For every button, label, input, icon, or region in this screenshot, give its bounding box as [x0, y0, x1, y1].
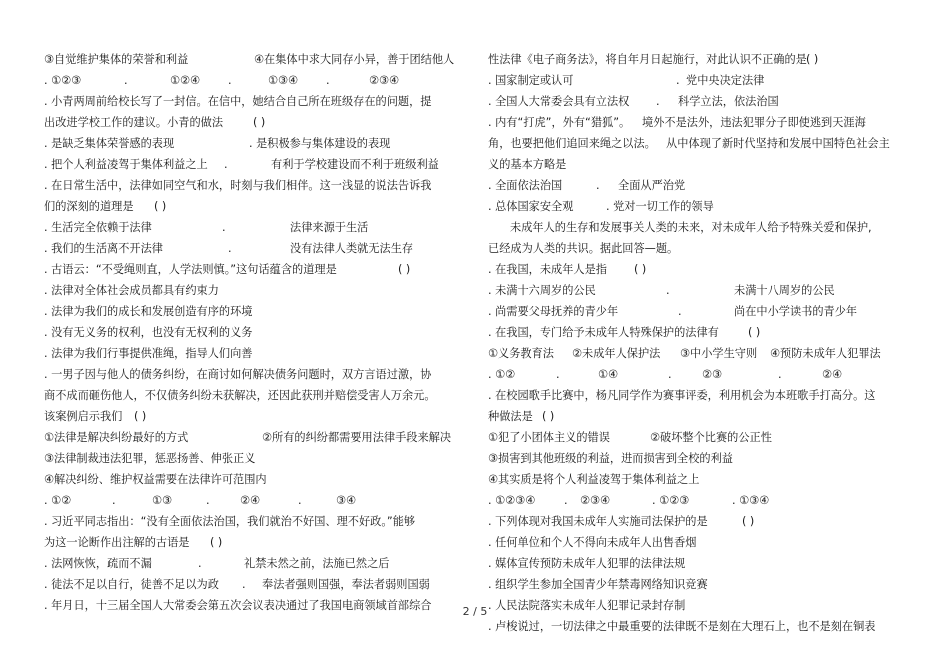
- left-column-text: . 法律对全体社会成员都具有约束力: [44, 284, 219, 297]
- right-column-text: 科学立法，依法治国: [678, 95, 779, 108]
- right-column-text: ④预防未成年人犯罪法: [770, 347, 881, 360]
- right-column-line: [488, 112, 908, 133]
- right-column-text: .: [564, 494, 568, 507]
- left-column-line: [44, 91, 444, 112]
- right-column-text: 从中体现了新时代坚持和发展中国特色社会主: [666, 137, 890, 150]
- left-column-text: . 是缺乏集体荣誉感的表现: [44, 137, 175, 150]
- right-column-text: .: [678, 305, 682, 318]
- left-column-line: [44, 322, 444, 343]
- left-column-text: ( ): [210, 536, 223, 549]
- left-column-text: .: [198, 557, 202, 570]
- left-column-text: ③自觉维护集体的荣誉和利益: [44, 53, 189, 66]
- right-column-line: [488, 490, 908, 511]
- left-column-line: [44, 427, 452, 448]
- right-column-text: . 在我国，专门给予未成年人特殊保护的法律有: [488, 326, 719, 339]
- left-column-line: [44, 469, 444, 490]
- right-column-text: ①犯了小团体主义的错误: [488, 431, 610, 444]
- right-column-text: . 卢梭说过，一切法律之中最重要的法律既不是刻在大理石上，也不是刻在铜表: [488, 620, 876, 633]
- right-column-line: [488, 511, 908, 532]
- left-column-text: ( ): [154, 200, 167, 213]
- left-column-text: .: [298, 494, 302, 507]
- left-column-text: .: [206, 494, 210, 507]
- left-column-text: ③法律制裁违法犯罪，惩恶扬善、伸张正义: [44, 452, 256, 465]
- right-column-text: . 在校园歌手比赛中，杨凡同学作为赛事评委，利用机会为本班歌手打高分。这: [488, 389, 876, 402]
- right-column-text: .: [556, 368, 560, 381]
- left-column-line: [44, 238, 444, 259]
- right-column-text: . 全面依法治国: [488, 179, 563, 192]
- right-column-text: ②③④: [580, 494, 611, 507]
- right-column-text: 义的基本方略是: [488, 158, 567, 171]
- right-column-text: . 总体国家安全观: [488, 200, 574, 213]
- right-column-text: ( ): [542, 410, 555, 423]
- right-column-text: ②破坏整个比赛的公正性: [650, 431, 772, 444]
- right-column-text: 已经成为人类的共识。据此回答—题。: [488, 242, 679, 255]
- left-column-line: [44, 280, 444, 301]
- left-column-text: ①③: [152, 494, 173, 507]
- right-column-line: [488, 238, 908, 259]
- right-column-text: .: [666, 284, 670, 297]
- right-column-text: . 内有“打虎”，外有“猎狐”。: [488, 116, 631, 129]
- left-column-text: . ①②: [44, 494, 72, 507]
- left-column-text: ②所有的纠纷都需要用法律手段来解决: [262, 431, 452, 444]
- right-column-text: . 人民法院落实未成年人犯罪记录封存制: [488, 599, 686, 612]
- right-column-line: [488, 406, 908, 427]
- right-column-text: .: [596, 179, 600, 192]
- left-column-line: [44, 301, 444, 322]
- right-column-line: [488, 322, 908, 343]
- left-column-line: [44, 406, 444, 427]
- right-column-text: . 在我国，未成年人是指: [488, 263, 607, 276]
- left-column-line: [44, 133, 444, 154]
- right-column-line: [488, 574, 908, 595]
- left-column-text: 为这一论断作出注解的古语是: [44, 536, 190, 549]
- right-column-text: ④其实质是将个人利益凌驾于集体利益之上: [488, 473, 700, 486]
- left-column-text: ①③④: [268, 74, 299, 87]
- left-column-text: ( ): [253, 116, 266, 129]
- right-column-text: 未成年人的生存和发展事关人类的未来，对未成年人给予特殊关爱和保护,: [510, 221, 872, 234]
- left-column-text: . ①②③: [44, 74, 82, 87]
- left-column-text: . 是积极参与集体建设的表现: [249, 137, 391, 150]
- right-column-text: . ①②③: [652, 494, 690, 507]
- left-column-text: . 法律为我们行事提供准绳，指导人们向善: [44, 347, 253, 360]
- left-column-text: 礼禁未然之前，法施已然之后: [244, 557, 390, 570]
- right-column-line: [488, 364, 908, 385]
- right-column-text: 性法律《电子商务法》，将自年月日起施行，对此认识不正确的是: [488, 53, 807, 66]
- right-column-text: 角，也要把他们追回来绳之以法。: [488, 137, 656, 150]
- left-column-text: . 小青两周前给校长写了一封信。在信中，她结合自己所在班级存在的问题，提: [44, 95, 432, 108]
- right-column-line: [488, 301, 908, 322]
- right-column-line: [488, 427, 908, 448]
- left-column-text: ④在集体中求大同存小异，善于团结他人: [254, 53, 455, 66]
- right-column-text: ( ): [742, 515, 755, 528]
- right-column-line: [488, 553, 908, 574]
- left-column-text: .: [326, 74, 330, 87]
- left-column-text: ③④: [336, 494, 357, 507]
- right-column-text: ③中小学生守则: [680, 347, 758, 360]
- right-column-text: . 下列体现对我国未成年人实施司法保护的是: [488, 515, 708, 528]
- right-column-text: . 党对一切工作的领导: [606, 200, 714, 213]
- left-column-text: . 我们的生活离不开法律: [44, 242, 163, 255]
- right-column-text: .: [676, 74, 680, 87]
- right-column-line: [488, 70, 908, 91]
- left-column-line: [44, 259, 444, 280]
- right-column-text: . 任何单位和个人不得向未成年人出售香烟: [488, 536, 697, 549]
- left-column-line: [44, 574, 444, 595]
- left-column-text: 法律来源于生活: [290, 221, 369, 234]
- right-column-line: [488, 448, 908, 469]
- left-column-text: . 法律为我们的成长和发展创造有序的环境: [44, 305, 253, 318]
- right-column-line: [488, 49, 908, 70]
- left-column-text: . 古语云：“不受绳则直，人学法则慎。”这句话蕴含的道理是: [44, 263, 337, 276]
- right-column-text: .: [656, 95, 660, 108]
- left-column-line: [44, 175, 444, 196]
- left-column-text: .: [228, 242, 232, 255]
- right-column-line: [488, 343, 908, 364]
- left-column-text: ①法律是解决纠纷最好的方式: [44, 431, 189, 444]
- left-column-text: .: [112, 494, 116, 507]
- left-column-text: .: [222, 221, 226, 234]
- right-column-text: . ①③④: [732, 494, 770, 507]
- left-column-line: [44, 364, 444, 385]
- right-column-text: . 国家制定或认可: [488, 74, 574, 87]
- right-column-text: 全面从严治党: [618, 179, 686, 192]
- right-column-line: [488, 175, 908, 196]
- left-column-text: 有利于学校建设而不利于班级利益: [271, 158, 439, 171]
- right-column-text: ( ): [634, 263, 647, 276]
- right-column-text: 未满十八周岁的公民: [734, 284, 835, 297]
- left-column-text: 奉法者强则国强，奉法者弱则国弱: [262, 578, 430, 591]
- left-column-text: 们的深刻的道理是: [44, 200, 134, 213]
- left-column-text: ④解决纠纷、维护权益需要在法律许可范围内: [44, 473, 267, 486]
- left-column: [44, 49, 455, 616]
- right-column-text: .: [668, 368, 672, 381]
- right-column-text: ①④: [598, 368, 619, 381]
- left-column-text: . 一男子因与他人的债务纠纷，在商讨如何解决债务问题时，双方言语过激，协: [44, 368, 432, 381]
- left-column-text: .: [224, 158, 228, 171]
- right-column-text: 党中央决定法律: [686, 74, 765, 87]
- right-column-text: . 全国人大常委会具有立法权: [488, 95, 630, 108]
- left-column-line: [44, 448, 444, 469]
- right-column-line: [488, 616, 908, 637]
- right-column-line: [488, 385, 908, 406]
- right-column-text: ②③: [702, 368, 723, 381]
- right-column: [488, 49, 908, 637]
- right-column-text: ②未成年人保护法: [572, 347, 661, 360]
- right-column-text: . 媒体宣传预防未成年人犯罪的法律法规: [488, 557, 686, 570]
- right-column-line: [488, 280, 908, 301]
- left-column-line: [44, 70, 444, 91]
- left-column-text: . 法网恢恢，疏而不漏: [44, 557, 152, 570]
- right-column-text: . ①②③④: [488, 494, 536, 507]
- right-column-line: [488, 154, 908, 175]
- left-column-line: [44, 196, 444, 217]
- right-column-text: .: [778, 368, 782, 381]
- left-column-line: [44, 385, 444, 406]
- right-column-text: ②④: [822, 368, 843, 381]
- left-column-text: ②③④: [369, 74, 400, 87]
- right-column-line: [488, 259, 908, 280]
- right-column-text: ( ): [806, 53, 819, 66]
- left-column-text: . 把个人利益凌驾于集体利益之上: [44, 158, 208, 171]
- left-column-line: [44, 112, 444, 133]
- right-column-line: [488, 91, 908, 112]
- right-column-text: . 组织学生参加全国青少年禁毒网络知识竞赛: [488, 578, 708, 591]
- left-column-text: . 徒法不足以自行，徒善不足以为政: [44, 578, 219, 591]
- left-column-line: [44, 49, 455, 70]
- left-column-line: [44, 490, 444, 511]
- right-column-line: [488, 469, 908, 490]
- right-column-text: 尚在中小学读书的青少年: [734, 305, 858, 318]
- right-column-text: . 尚需要父母抚养的青少年: [488, 305, 619, 318]
- left-column-line: [44, 217, 444, 238]
- left-column-text: . 在日常生活中，法律如同空气和水，时刻与我们相伴。这一浅显的说法告诉我: [44, 179, 432, 192]
- right-column-text: ( ): [748, 326, 761, 339]
- left-column-text: 该案例启示我们: [44, 410, 123, 423]
- right-column-line: [488, 217, 908, 238]
- left-column-text: ( ): [398, 263, 411, 276]
- right-column-text: . 未满十六周岁的公民: [488, 284, 596, 297]
- right-column-text: 种做法是: [488, 410, 533, 423]
- left-column-text: . 没有无义务的权利，也没有无权利的义务: [44, 326, 253, 339]
- left-column-line: [44, 511, 444, 532]
- left-column-line: [44, 532, 444, 553]
- right-column-text: . ①②: [488, 368, 516, 381]
- left-column-text: .: [124, 74, 128, 87]
- left-column-text: .: [242, 578, 246, 591]
- right-column-line: [488, 133, 908, 154]
- right-column-line: [488, 196, 908, 217]
- left-column-text: ( ): [134, 410, 147, 423]
- right-column-line: [488, 532, 908, 553]
- page-number: 2 / 5: [462, 605, 488, 618]
- left-column-line: [44, 343, 444, 364]
- left-column-text: . 年月日，十三届全国人大常委会第五次会议表决通过了我国电商领域首部综合: [44, 599, 432, 612]
- left-column-text: 没有法律人类就无法生存: [290, 242, 414, 255]
- left-column-line: [44, 154, 444, 175]
- left-column-line: [44, 553, 444, 574]
- left-column-text: . 生活完全依赖于法律: [44, 221, 152, 234]
- left-column-text: .: [228, 74, 232, 87]
- right-column-text: ①义务教育法: [488, 347, 554, 360]
- right-column-text: 境外不是法外，违法犯罪分子即使逃到天涯海: [642, 116, 866, 129]
- left-column-text: . 习近平同志指出：“没有全面依法治国，我们就治不好国、理不好政。”能够: [44, 515, 416, 528]
- right-column-text: ③损害到其他班级的利益，进而损害到全校的利益: [488, 452, 733, 465]
- left-column-text: 商不成而砸伤他人，不仅债务纠纷未获解决，还因此获刑并赔偿受害人万余元。: [44, 389, 436, 402]
- left-column-text: ①②④: [170, 74, 201, 87]
- left-column-text: ②④: [240, 494, 261, 507]
- left-column-text: 出改进学校工作的建议。小青的做法: [44, 116, 224, 129]
